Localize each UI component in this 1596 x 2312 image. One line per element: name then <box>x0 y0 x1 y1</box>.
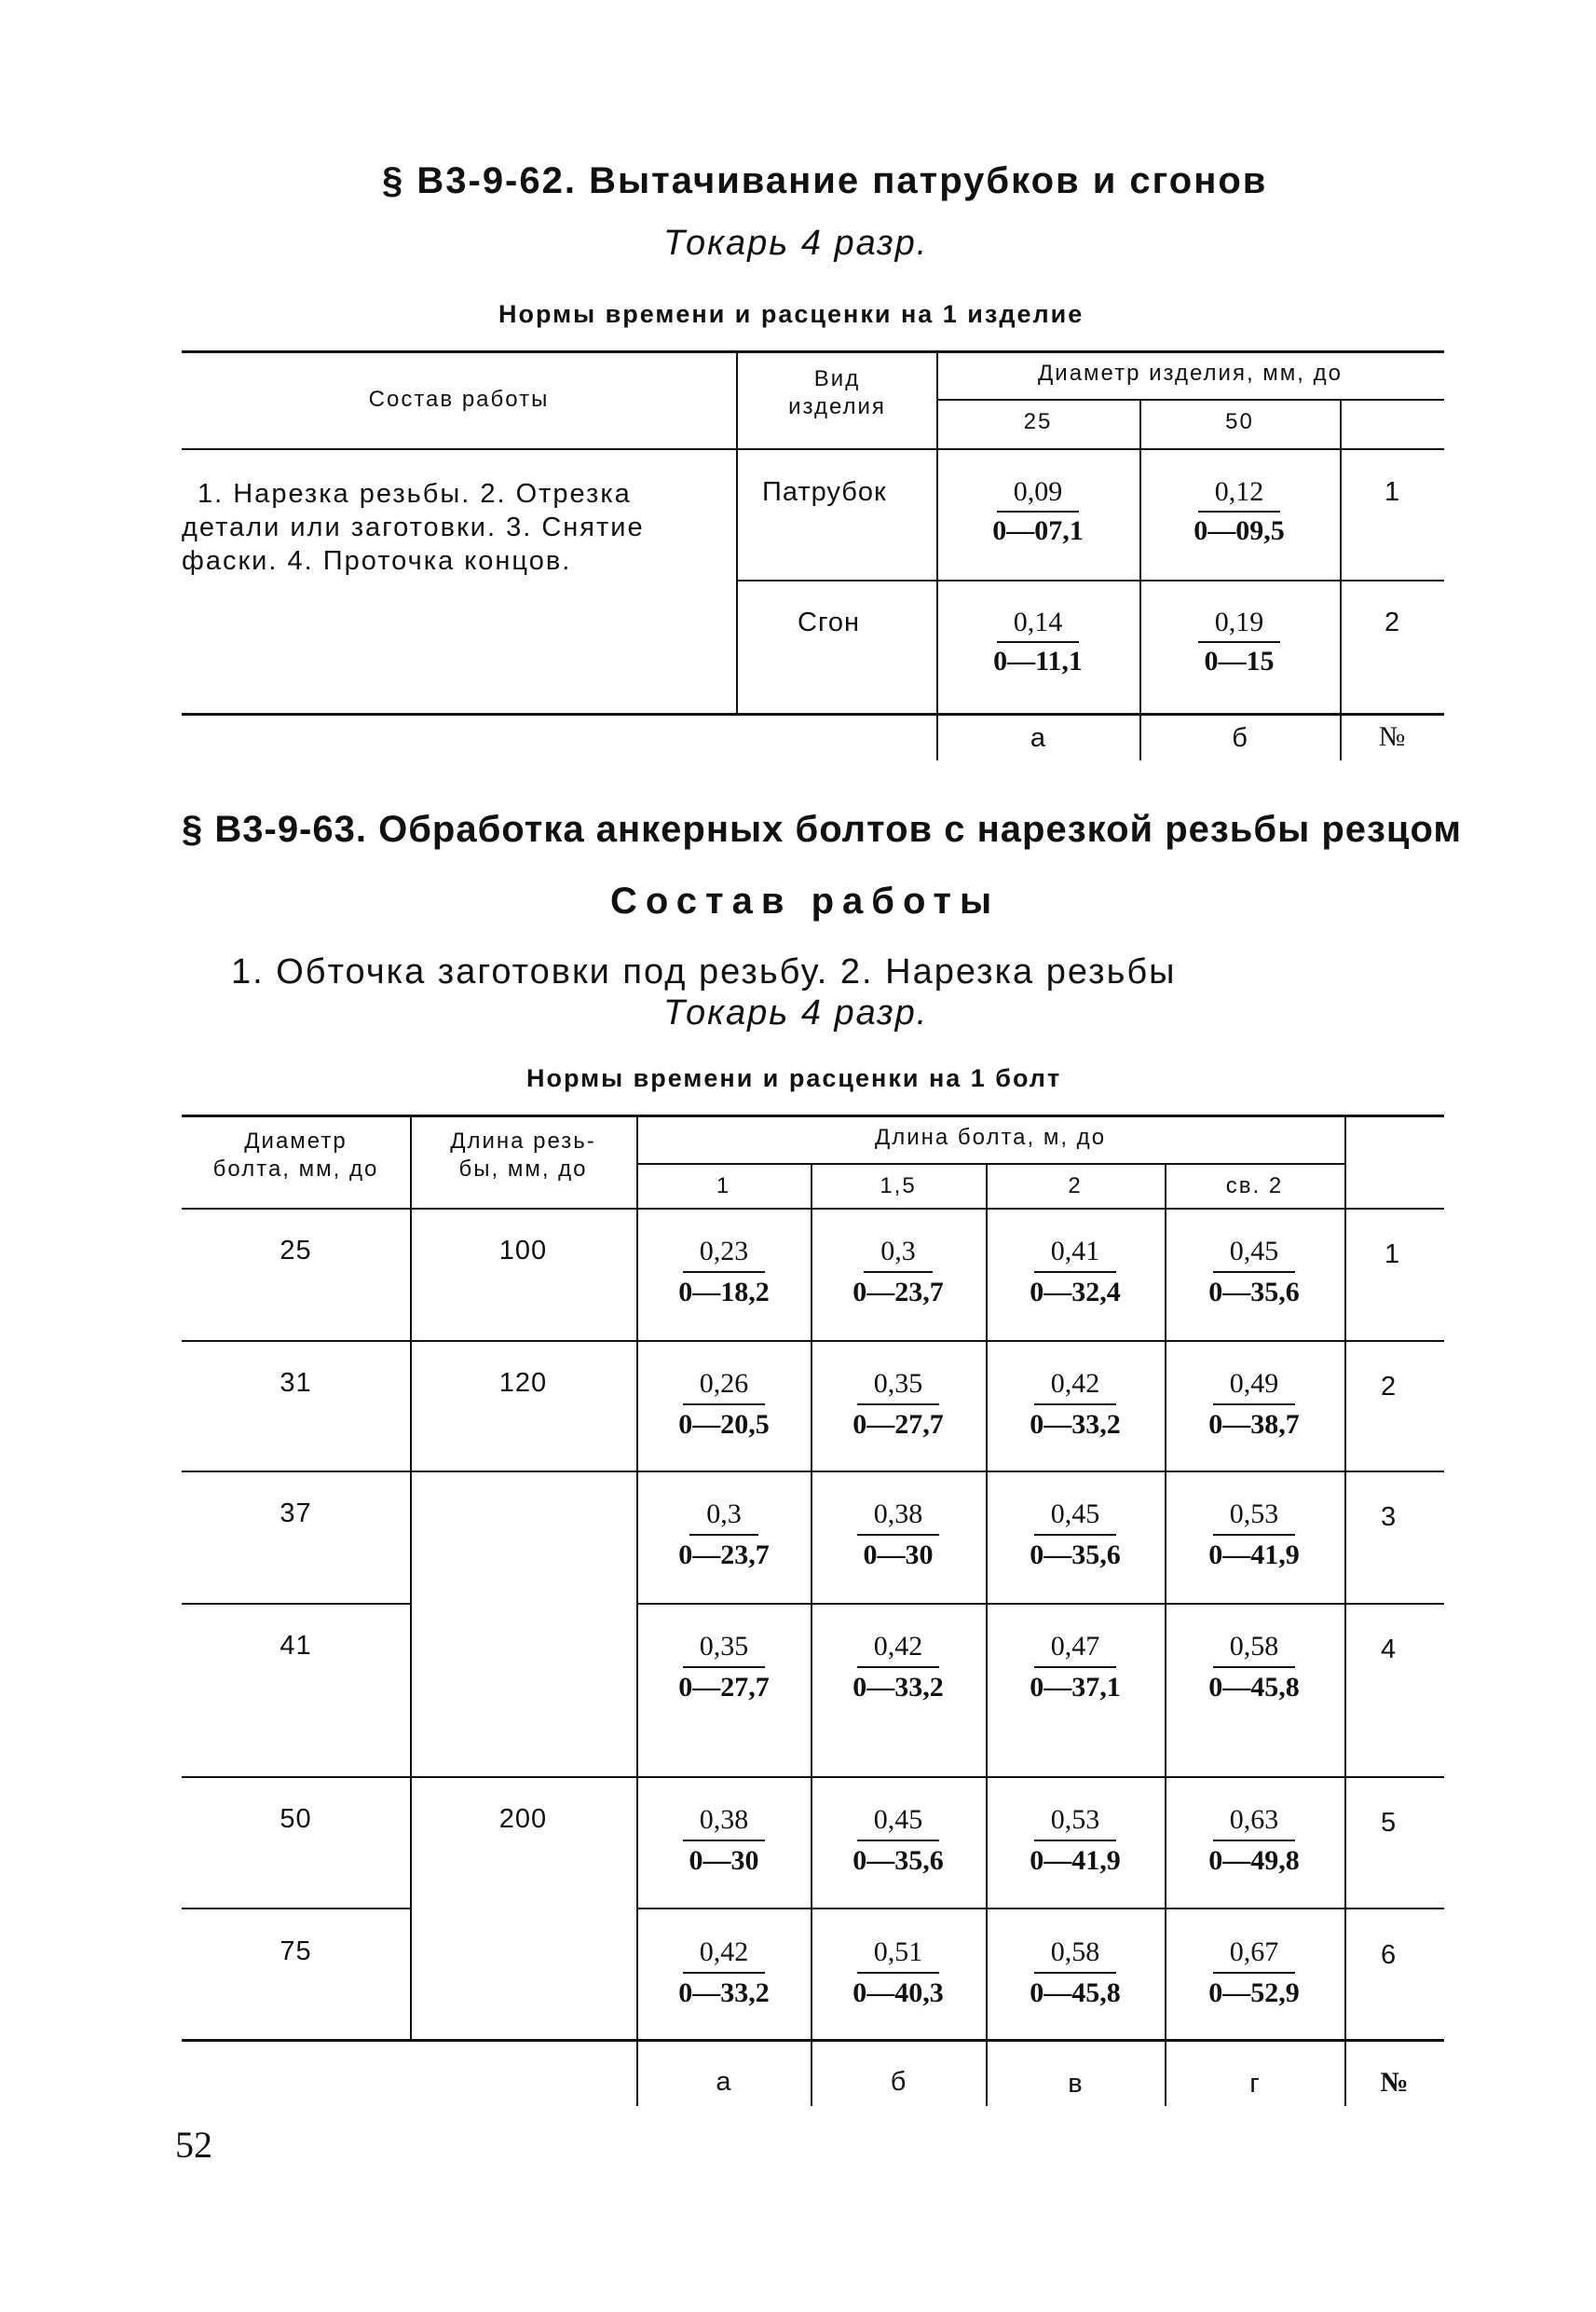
table1-footer-a: а <box>1030 723 1046 753</box>
table2-length-1: 1 <box>716 1173 731 1198</box>
table2-r4-c2: 0,42 0—33,2 <box>814 1627 982 1707</box>
table2-rowno-2: 2 <box>1381 1372 1397 1402</box>
table1-r1-c1: $\frac{0,09}{0—07,1}$ <box>954 473 1122 550</box>
table2-r2-diam: 31 <box>280 1368 312 1398</box>
table2-r4-c4: 0,58 0—45,8 <box>1170 1627 1338 1707</box>
table2-r2-c3: 0,42 0—33,2 <box>991 1364 1159 1444</box>
table1-header-work: Состав работы <box>368 387 550 412</box>
section2-composition-title: Состав работы <box>610 881 1001 922</box>
table2-length-2: 2 <box>1068 1173 1083 1198</box>
table2-footer-b: б <box>890 2067 907 2097</box>
table1-r2-c2: $\frac{0,19}{0—15}$ <box>1155 604 1323 680</box>
table2-r3-c4: 0,53 0—41,9 <box>1170 1495 1338 1575</box>
table2-r5-c2: 0,45 0—35,6 <box>814 1800 982 1881</box>
table1-diam-25: 25 <box>1023 409 1053 434</box>
table2-r1-thread: 100 <box>498 1236 548 1265</box>
section2-caption: Нормы времени и расценки на 1 болт <box>526 1064 1062 1092</box>
table2-r3-c2: 0,38 0—30 <box>814 1495 982 1575</box>
table2-r1-c3: 0,41 0—32,4 <box>991 1232 1159 1312</box>
table2-r2-c4: 0,49 0—38,7 <box>1170 1364 1338 1444</box>
table2-r6-diam: 75 <box>280 1936 312 1966</box>
table2-header-diam-line2: болта, мм, до <box>212 1156 379 1182</box>
table2-rowno-1: 1 <box>1385 1239 1400 1269</box>
table2-r2-thread: 120 <box>498 1368 548 1398</box>
table2-r5-diam: 50 <box>280 1804 312 1834</box>
table2-rowno-4: 4 <box>1381 1635 1397 1664</box>
table2-r5-c1: 0,38 0—30 <box>640 1800 808 1881</box>
table2-r2-c2: 0,35 0—27,7 <box>814 1364 982 1444</box>
table2-length-1-5: 1,5 <box>880 1173 917 1198</box>
table2-r5-c4: 0,63 0—49,8 <box>1170 1800 1338 1881</box>
table2-footer-a: а <box>716 2067 731 2097</box>
table1-footer-no: № <box>1378 721 1406 752</box>
table2-footer-v: в <box>1068 2069 1083 2099</box>
table2-r2-c1: 0,26 0—20,5 <box>640 1364 808 1444</box>
table2-r4-c1: 0,35 0—27,7 <box>640 1627 808 1707</box>
table2-rowno-3: 3 <box>1381 1502 1397 1532</box>
section2-heading: § В3-9-63. Обработка анкерных болтов с нарезкой резьбы резцом <box>182 809 1462 850</box>
table1-header-diameter: Диаметр изделия, мм, до <box>1038 361 1343 386</box>
table2-header-diam-line1: Диаметр <box>244 1129 348 1154</box>
table1-rowno-1: 1 <box>1385 477 1400 507</box>
table2-header-thread-line2: бы, мм, до <box>458 1156 588 1182</box>
table2-r1-c4: 0,45 0—35,6 <box>1170 1232 1338 1312</box>
table2-rowno-6: 6 <box>1381 1940 1397 1970</box>
table2-r5-c3: 0,53 0—41,9 <box>991 1800 1159 1881</box>
table1-work-line-1: 1. Нарезка резьбы. 2. Отрезка <box>198 479 632 509</box>
table2-r6-c4: 0,67 0—52,9 <box>1170 1933 1338 2013</box>
table1-kind-patrubok: Патрубок <box>762 477 887 507</box>
table2-r1-diam: 25 <box>280 1236 312 1265</box>
table2-footer-no: № <box>1380 2067 1409 2098</box>
table2-r5-thread: 200 <box>498 1804 548 1834</box>
table2-rowno-5: 5 <box>1381 1808 1397 1838</box>
table1-kind-sgon: Сгон <box>798 608 861 637</box>
table1-rowno-2: 2 <box>1385 608 1400 637</box>
table2-header-thread-line1: Длина резь- <box>450 1129 596 1154</box>
table2-r6-c1: 0,42 0—33,2 <box>640 1933 808 2013</box>
table2-footer-g: г <box>1249 2069 1260 2099</box>
section1-caption: Нормы времени и расценки на 1 изделие <box>498 300 1084 328</box>
table2-r3-c3: 0,45 0—35,6 <box>991 1495 1159 1575</box>
table1-r1-c2: $\frac{0,12}{0—09,5}$ <box>1155 473 1323 550</box>
section2-composition-text: 1. Обточка заготовки под резьбу. 2. Нарезка резьбы <box>231 952 1177 992</box>
section1-heading: § В3-9-62. Вытачивание патрубков и сгонов <box>382 160 1268 201</box>
table2-r1-c2: 0,3 0—23,7 <box>814 1232 982 1312</box>
table1-diam-50: 50 <box>1225 409 1254 434</box>
table2-r4-c3: 0,47 0—37,1 <box>991 1627 1159 1707</box>
table2-r6-c3: 0,58 0—45,8 <box>991 1933 1159 2013</box>
table1-header-kind: Вид изделия <box>788 366 886 419</box>
table1-work-line-2: детали или заготовки. 3. Снятие <box>182 513 645 542</box>
table2-length-over-2: св. 2 <box>1225 1173 1284 1198</box>
table2-r6-c2: 0,51 0—40,3 <box>814 1933 982 2013</box>
table1-footer-b: б <box>1232 723 1248 753</box>
table2-header-length: Длина болта, м, до <box>874 1125 1107 1150</box>
table1-work-line-3: фаски. 4. Проточка концов. <box>182 546 572 576</box>
section2-worker: Токарь 4 разр. <box>663 993 929 1033</box>
table2-r1-c1: 0,23 0—18,2 <box>640 1232 808 1312</box>
table1-r2-c1: $\frac{0,14}{0—11,1}$ <box>954 604 1122 680</box>
table2-r3-c1: 0,3 0—23,7 <box>640 1495 808 1575</box>
page-number: 52 <box>175 2124 212 2166</box>
table2-r4-diam: 41 <box>280 1631 312 1661</box>
section1-worker: Токарь 4 разр. <box>663 224 929 263</box>
table2-r3-diam: 37 <box>280 1498 312 1528</box>
